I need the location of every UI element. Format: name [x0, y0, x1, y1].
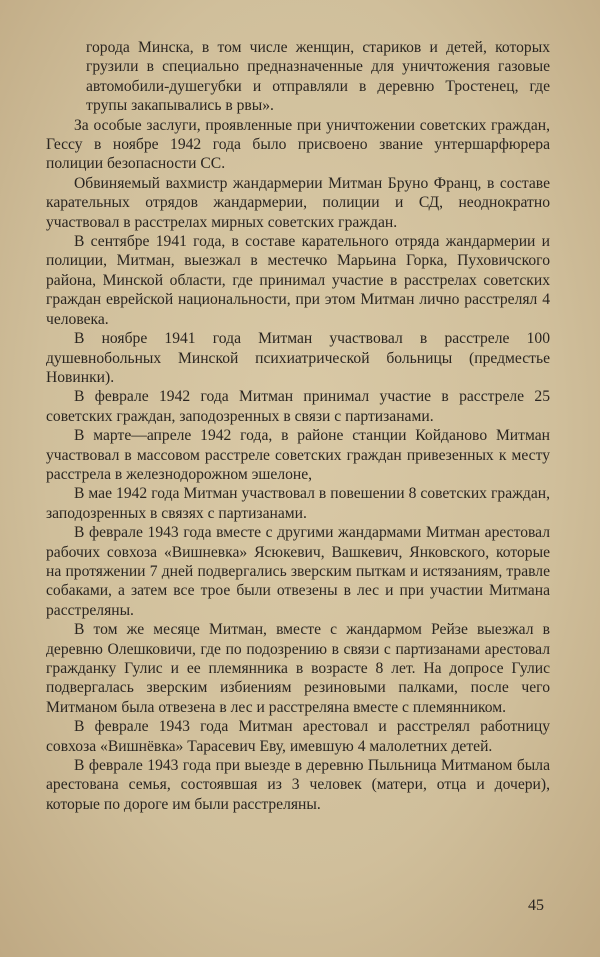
paragraph: В ноябре 1941 года Митман участвовал в расстреле 100 душевнобольных Минской психиатрической больницы (предместье Новинки).	[46, 330, 550, 386]
paragraph: В феврале 1943 года при выезде в деревню Пыльница Митманом была арестована семья, состоявшая из 3 человек (матери, отца и дочери), которые по дороге им были расстреляны.	[46, 757, 550, 813]
paragraph: В мае 1942 года Митман участвовал в повешении 8 советских граждан, заподозренных в связях с партизанами.	[46, 485, 550, 522]
paragraph: В сентябре 1941 года, в составе карательного отряда жандармерии и полиции, Митман, выезжал в местечко Марьина Горка, Пуховичского района, Минской области, где принимал участие в расстрелах советских граждан еврейской национальности, при этом Митман лично расстрелял 4 человека.	[46, 233, 550, 328]
paragraph: В том же месяце Митман, вместе с жандармом Рейзе выезжал в деревню Олешковичи, где по подозрению в связи с партизанами арестовал гражданку Гулис и ее племянника в возрасте 8 лет. На допросе Гулис подвергалась зверским избиениям резиновыми палками, после чего Митманом была отвезена в лес и расстреляна вместе с племянником.	[46, 621, 550, 716]
body-text	[46, 38, 550, 814]
paragraph: В феврале 1943 года вместе с другими жандармами Митман арестовал рабочих совхоза «Вишневка» Ясюкевич, Вашкевич, Янковского, которые на протяжении 7 дней подвергались зверским пыткам и истязаниям, травле собаками, а затем все трое были отвезены в лес и при участии Митмана расстреляны.	[46, 524, 550, 619]
paragraph: В феврале 1943 года Митман арестовал и расстрелял работницу совхоза «Вишнёвка» Тарасевич Еву, имевшую 4 малолетних детей.	[46, 718, 550, 755]
quote-continuation: города Минска, в том числе женщин, стариков и детей, которых грузили в специально предназначенные для уничтожения газовые автомобили-душегубки и отправляли в деревню Тростенец, где трупы закапывались в рвы».	[86, 39, 550, 115]
paragraph: В феврале 1942 года Митман принимал участие в расстреле 25 советских граждан, заподозренных в связи с партизанами.	[46, 388, 550, 425]
paragraph: Обвиняемый вахмистр жандармерии Митман Бруно Франц, в составе карательных отрядов жандармерии, полиции и СД, неоднократно участвовал в расстрелах мирных советских граждан.	[46, 174, 550, 231]
page-number: 45	[528, 897, 544, 914]
paragraph: В марте—апреле 1942 года, в районе станции Койданово Митман участвовал в массовом расстреле советских граждан привезенных к месту расстрела в железнодорожном эшелоне,	[46, 427, 550, 483]
paragraph: За особые заслуги, проявленные при уничтожении советских граждан, Гессу в ноябре 1942 года было присвоено звание унтершарфюрера полиции безопасности СС.	[46, 116, 550, 173]
